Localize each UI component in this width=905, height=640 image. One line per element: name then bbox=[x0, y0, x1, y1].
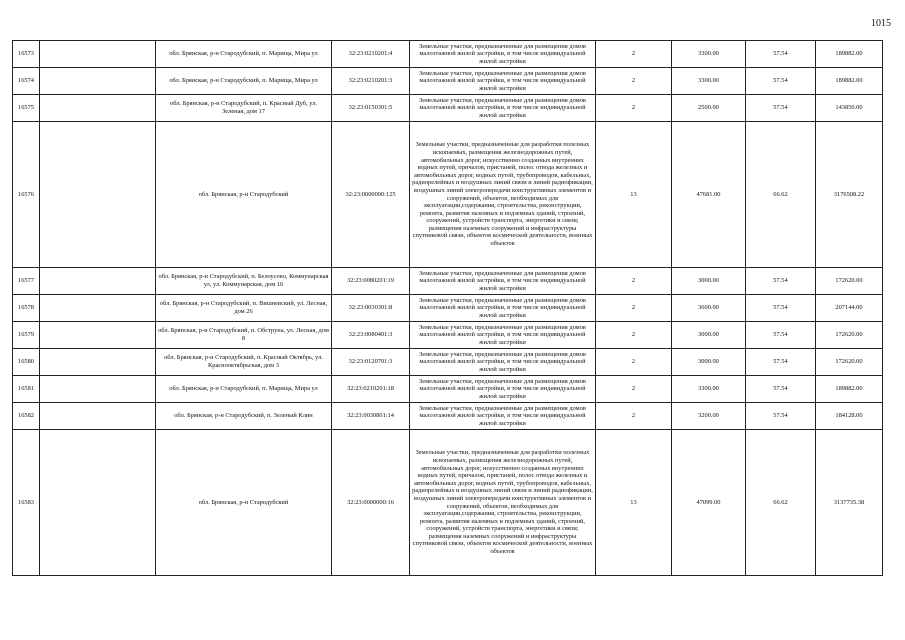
cell-address: обл. Брянская, р-н Стародубский bbox=[156, 122, 332, 268]
cadastral-value-table bbox=[12, 40, 883, 576]
cell-address: обл. Брянская, р-н Стародубский, п. Белоусово, Коммунарская ул, ул. Коммунарская, дом 16 bbox=[156, 268, 332, 295]
cell-land-use-purpose: Земельные участки, предназначенные для размещения домов малоэтажной жилой застройки, в том числе индивидуальной жилой застройки bbox=[410, 68, 596, 95]
cell-cadastral-number: 32:23:0080401:3 bbox=[332, 322, 410, 349]
cell-cadastral-number: 32:23:0210201:4 bbox=[332, 41, 410, 68]
cell-address: обл. Брянская, р-н Стародубский, п. Марища, Мира ул bbox=[156, 41, 332, 68]
cell-use-group: 2 bbox=[596, 268, 672, 295]
cell-address: обл. Брянская, р-н Стародубский bbox=[156, 430, 332, 576]
cell-spacer bbox=[40, 322, 156, 349]
cell-cadastral-value: 172620.00 bbox=[816, 268, 883, 295]
cell-spacer bbox=[40, 68, 156, 95]
cell-area: 3000.00 bbox=[672, 268, 746, 295]
cell-use-group: 2 bbox=[596, 95, 672, 122]
table-row bbox=[13, 95, 883, 122]
cell-use-group: 2 bbox=[596, 322, 672, 349]
cell-land-use-purpose: Земельные участки, предназначенные для размещения домов малоэтажной жилой застройки, в том числе индивидуальной жилой застройки bbox=[410, 295, 596, 322]
table-row bbox=[13, 268, 883, 295]
cell-row-number: 16578 bbox=[13, 295, 40, 322]
cell-spacer bbox=[40, 95, 156, 122]
cell-row-number: 16580 bbox=[13, 349, 40, 376]
cell-row-number: 16575 bbox=[13, 95, 40, 122]
cell-cadastral-number: 32:23:0030801:14 bbox=[332, 403, 410, 430]
cell-land-use-purpose: Земельные участки, предназначенные для размещения домов малоэтажной жилой застройки, в том числе индивидуальной жилой застройки bbox=[410, 349, 596, 376]
cell-spacer bbox=[40, 41, 156, 68]
cell-spacer bbox=[40, 268, 156, 295]
cell-area: 3300.00 bbox=[672, 376, 746, 403]
cell-row-number: 16579 bbox=[13, 322, 40, 349]
cell-area: 3000.00 bbox=[672, 322, 746, 349]
cell-address: обл. Брянская, р-н Стародубский, п. Марища, Мира ул bbox=[156, 376, 332, 403]
cell-cadastral-number: 32:23:0120701:3 bbox=[332, 349, 410, 376]
cell-land-use-purpose: Земельные участки, предназначенные для разработки полезных ископаемых, размещения железнодорожных путей, автомобильных дорог, искусственно созданных внутренних водных путей, причалов, пристаней, полос отвода железных и автомобильных дорог, водных путей, трубопроводов, кабельных, радиорелейных и воздушных линий связи и линий радиофикации, воздушных линий электропередачи конструктивных элементов и сооружений, объектов, необходимых для эксплуатации,содержания, строительства, реконструкции, ремонта, развития наземных и подземных зданий, строений, сооружений, устройств транспорта, энергетики и связи; размещения наземных сооружений и инфраструктуры спутниковой связи, объектов космической деятельности, военных объектов bbox=[410, 430, 596, 576]
cell-row-number: 16581 bbox=[13, 376, 40, 403]
cell-use-group: 2 bbox=[596, 295, 672, 322]
cell-cadastral-value: 207144.00 bbox=[816, 295, 883, 322]
cell-use-group: 13 bbox=[596, 430, 672, 576]
cell-use-group: 13 bbox=[596, 122, 672, 268]
cell-spacer bbox=[40, 376, 156, 403]
cell-cadastral-number: 32:23:0030301:8 bbox=[332, 295, 410, 322]
cell-specific-value: 57.54 bbox=[746, 349, 816, 376]
cell-cadastral-value: 172620.00 bbox=[816, 349, 883, 376]
cell-row-number: 16583 bbox=[13, 430, 40, 576]
cell-area: 2500.00 bbox=[672, 95, 746, 122]
table-row bbox=[13, 122, 883, 268]
cell-specific-value: 57.54 bbox=[746, 295, 816, 322]
cell-use-group: 2 bbox=[596, 41, 672, 68]
cell-row-number: 16582 bbox=[13, 403, 40, 430]
cell-specific-value: 57.54 bbox=[746, 41, 816, 68]
cell-land-use-purpose: Земельные участки, предназначенные для размещения домов малоэтажной жилой застройки, в том числе индивидуальной жилой застройки bbox=[410, 95, 596, 122]
cell-spacer bbox=[40, 349, 156, 376]
cell-area: 47099.00 bbox=[672, 430, 746, 576]
cell-specific-value: 57.54 bbox=[746, 268, 816, 295]
cell-cadastral-number: 32:23:0000000:125 bbox=[332, 122, 410, 268]
cell-cadastral-value: 189882.00 bbox=[816, 41, 883, 68]
cell-cadastral-value: 189882.00 bbox=[816, 376, 883, 403]
cell-cadastral-value: 3137735.38 bbox=[816, 430, 883, 576]
cell-use-group: 2 bbox=[596, 376, 672, 403]
table-row bbox=[13, 41, 883, 68]
cell-land-use-purpose: Земельные участки, предназначенные для размещения домов малоэтажной жилой застройки, в том числе индивидуальной жилой застройки bbox=[410, 322, 596, 349]
table-row bbox=[13, 376, 883, 403]
cell-cadastral-number: 32:23:0080201:19 bbox=[332, 268, 410, 295]
cell-cadastral-number: 32:23:0210201:18 bbox=[332, 376, 410, 403]
cell-specific-value: 57.54 bbox=[746, 68, 816, 95]
cell-row-number: 16577 bbox=[13, 268, 40, 295]
cell-address: обл. Брянская, р-н Стародубский, п. Красный Октябрь, ул. Краснооктябрьская, дом 3 bbox=[156, 349, 332, 376]
cell-land-use-purpose: Земельные участки, предназначенные для разработки полезных ископаемых, размещения железнодорожных путей, автомобильных дорог, искусственно созданных внутренних водных путей, причалов, пристаней, полос отвода железных и автомобильных дорог, водных путей, трубопроводов, кабельных, радиорелейных и воздушных линий связи и линий радиофикации, воздушных линий электропередачи конструктивных элементов и сооружений, объектов, необходимых для эксплуатации,содержания, строительства, реконструкции, ремонта, развития наземных и подземных зданий, строений, сооружений, устройств транспорта, энергетики и связи; размещения наземных сооружений и инфраструктуры спутниковой связи, объектов космической деятельности, военных объектов bbox=[410, 122, 596, 268]
cell-use-group: 2 bbox=[596, 349, 672, 376]
cell-spacer bbox=[40, 403, 156, 430]
cell-spacer bbox=[40, 295, 156, 322]
cell-spacer bbox=[40, 122, 156, 268]
cell-address: обл. Брянская, р-н Стародубский, п. Обструна, ул. Лесная, дом 8 bbox=[156, 322, 332, 349]
cell-cadastral-number: 32:23:0150301:5 bbox=[332, 95, 410, 122]
cell-area: 3600.00 bbox=[672, 295, 746, 322]
cell-address: обл. Брянская, р-н Стародубский, п. Марища, Мира ул bbox=[156, 68, 332, 95]
cell-land-use-purpose: Земельные участки, предназначенные для размещения домов малоэтажной жилой застройки, в том числе индивидуальной жилой застройки bbox=[410, 376, 596, 403]
cell-row-number: 16574 bbox=[13, 68, 40, 95]
table-row bbox=[13, 430, 883, 576]
cell-cadastral-number: 32:23:0210201:3 bbox=[332, 68, 410, 95]
cell-cadastral-value: 189882.00 bbox=[816, 68, 883, 95]
cell-area: 3200.00 bbox=[672, 403, 746, 430]
cell-use-group: 2 bbox=[596, 68, 672, 95]
cell-area: 47681.00 bbox=[672, 122, 746, 268]
cell-address: обл. Брянская, р-н Стародубский, п. Красный Дуб, ул. Зеленая, дом 17 bbox=[156, 95, 332, 122]
cell-specific-value: 66.62 bbox=[746, 122, 816, 268]
cell-specific-value: 57.54 bbox=[746, 403, 816, 430]
cell-land-use-purpose: Земельные участки, предназначенные для размещения домов малоэтажной жилой застройки, в том числе индивидуальной жилой застройки bbox=[410, 268, 596, 295]
cell-area: 3000.00 bbox=[672, 349, 746, 376]
cell-address: обл. Брянская, р-н Стародубский, п. Зеленый Клин bbox=[156, 403, 332, 430]
cell-land-use-purpose: Земельные участки, предназначенные для размещения домов малоэтажной жилой застройки, в том числе индивидуальной жилой застройки bbox=[410, 403, 596, 430]
cell-cadastral-value: 172620.00 bbox=[816, 322, 883, 349]
cell-spacer bbox=[40, 430, 156, 576]
page-number: 1015 bbox=[871, 18, 891, 29]
cell-row-number: 16576 bbox=[13, 122, 40, 268]
cell-cadastral-value: 143850.00 bbox=[816, 95, 883, 122]
cell-use-group: 2 bbox=[596, 403, 672, 430]
table-row bbox=[13, 322, 883, 349]
table-row bbox=[13, 403, 883, 430]
table-row bbox=[13, 68, 883, 95]
table-row bbox=[13, 349, 883, 376]
cell-cadastral-value: 3176508.22 bbox=[816, 122, 883, 268]
cell-specific-value: 57.54 bbox=[746, 95, 816, 122]
cell-cadastral-value: 184128.00 bbox=[816, 403, 883, 430]
cell-row-number: 16573 bbox=[13, 41, 40, 68]
cell-land-use-purpose: Земельные участки, предназначенные для размещения домов малоэтажной жилой застройки, в том числе индивидуальной жилой застройки bbox=[410, 41, 596, 68]
cell-address: обл. Брянская, р-н Стародубский, п. Вишневский, ул. Лесная, дом 26 bbox=[156, 295, 332, 322]
cell-specific-value: 66.62 bbox=[746, 430, 816, 576]
cell-area: 3300.00 bbox=[672, 41, 746, 68]
table-row bbox=[13, 295, 883, 322]
cell-specific-value: 57.54 bbox=[746, 322, 816, 349]
cell-cadastral-number: 32:23:0000000:16 bbox=[332, 430, 410, 576]
cell-specific-value: 57.54 bbox=[746, 376, 816, 403]
cell-area: 3300.00 bbox=[672, 68, 746, 95]
